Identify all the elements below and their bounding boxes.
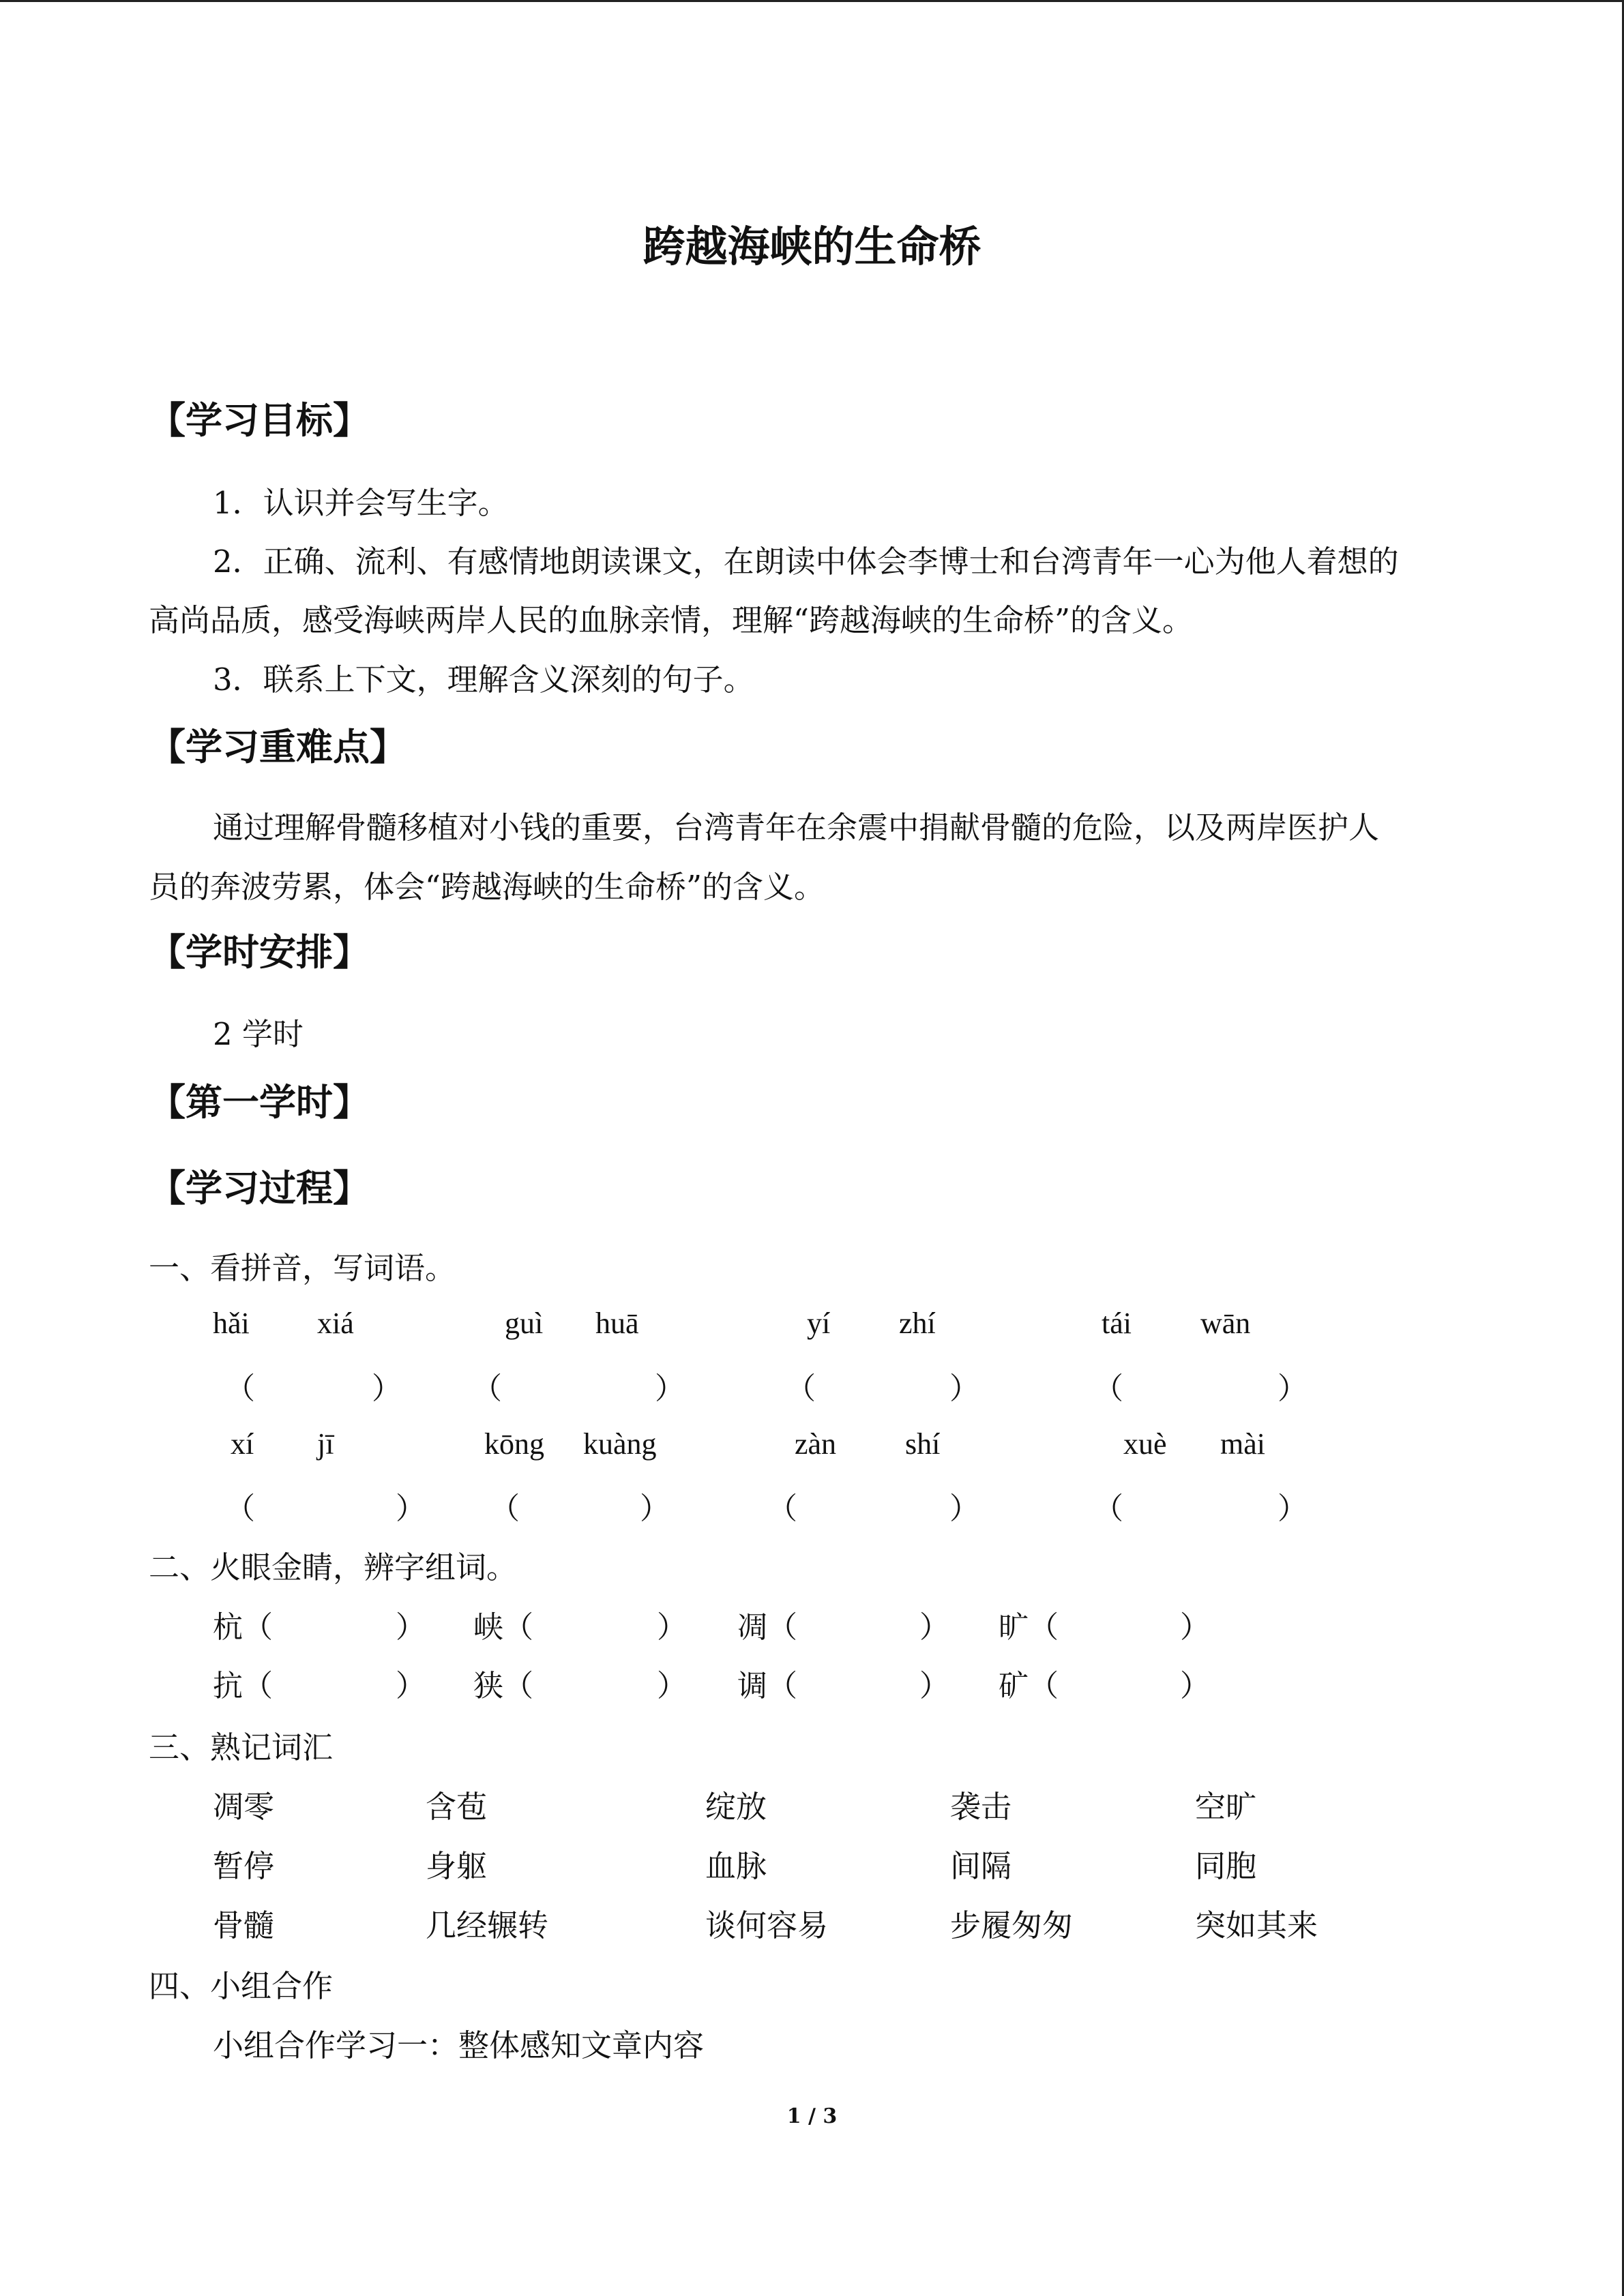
- vocab-word: 突如其来: [1195, 1907, 1318, 1943]
- schedule-text: 2 学时: [213, 1016, 304, 1052]
- section-4-title: 四、小组合作: [149, 1968, 334, 2004]
- pinyin-xia: xiá: [317, 1307, 354, 1340]
- vocab-word: 身躯: [426, 1848, 488, 1884]
- vocab-word: 暂停: [213, 1848, 275, 1884]
- page-number: 1 / 3: [786, 2104, 838, 2128]
- answer-blank-close[interactable]: ）: [640, 1492, 670, 1525]
- heading-key-points: 【学习重难点】: [149, 725, 407, 769]
- answer-blank-open[interactable]: （: [1093, 1372, 1123, 1405]
- section-2-title: 二、火眼金睛，辨字组词。: [149, 1549, 518, 1585]
- goal-item-1: 1．认识并会写生字。: [213, 485, 509, 521]
- section-1-title: 一、看拼音，写词语。: [149, 1250, 456, 1286]
- char-kang: 抗（: [213, 1669, 273, 1703]
- goal-item-2-line-2: 高尚品质，感受海峡两岸人民的血脉亲情，理解“跨越海峡的生命桥”的含义。: [149, 602, 1194, 638]
- vocab-word: 同胞: [1195, 1848, 1257, 1884]
- vocab-word: 步履匆匆: [950, 1907, 1074, 1943]
- heading-learning-goals: 【学习目标】: [149, 398, 370, 442]
- char-kuang-mine-close: ）: [1180, 1669, 1210, 1703]
- pinyin-xue: xuè: [1123, 1427, 1167, 1461]
- vocab-word: 血脉: [705, 1848, 767, 1884]
- char-diao-close: ）: [919, 1610, 949, 1645]
- char-xia-narrow-close: ）: [657, 1669, 687, 1703]
- char-xia-narrow: 狭（: [473, 1669, 533, 1703]
- pinyin-hai: hǎi: [213, 1307, 250, 1340]
- heading-first-period: 【第一学时】: [149, 1080, 370, 1124]
- char-kuang-close: ）: [1180, 1610, 1210, 1645]
- answer-blank-close[interactable]: ）: [1278, 1492, 1308, 1525]
- pinyin-hua: huā: [595, 1307, 639, 1340]
- vocab-word: 含苞: [426, 1789, 488, 1825]
- pinyin-tai: tái: [1102, 1307, 1132, 1340]
- answer-blank-open[interactable]: （: [786, 1372, 816, 1405]
- vocab-word: 凋零: [213, 1789, 275, 1825]
- answer-blank-open[interactable]: （: [472, 1372, 502, 1405]
- vocab-word: 空旷: [1195, 1789, 1257, 1825]
- pinyin-mai: mài: [1220, 1427, 1265, 1461]
- answer-blank-close[interactable]: ）: [655, 1372, 685, 1405]
- pinyin-zan: zàn: [795, 1427, 837, 1461]
- goal-item-2-line-1: 2．正确、流利、有感情地朗读课文，在朗读中体会李博士和台湾青年一心为他人着想的: [213, 543, 1399, 580]
- char-xia-gorge-close: ）: [657, 1610, 687, 1645]
- char-tiao: 调（: [737, 1669, 797, 1703]
- char-tiao-close: ）: [919, 1669, 949, 1703]
- vocab-word: 几经辗转: [426, 1907, 549, 1943]
- goal-item-3: 3．联系上下文，理解含义深刻的句子。: [213, 661, 754, 698]
- char-xia-gorge: 峡（: [473, 1610, 533, 1645]
- vocab-word: 谈何容易: [705, 1907, 829, 1943]
- pinyin-wan: wān: [1200, 1307, 1251, 1340]
- pinyin-ji: jī: [317, 1427, 334, 1461]
- answer-blank-close[interactable]: ）: [949, 1492, 979, 1525]
- char-hang: 杭（: [213, 1610, 273, 1645]
- pinyin-gui: guì: [505, 1307, 544, 1340]
- vocab-word: 骨髓: [213, 1907, 275, 1943]
- key-points-line-2: 员的奔波劳累，体会“跨越海峡的生命桥”的含义。: [149, 869, 825, 905]
- char-diao: 凋（: [737, 1610, 797, 1645]
- answer-blank-open[interactable]: （: [490, 1492, 520, 1525]
- answer-blank-close[interactable]: ）: [396, 1492, 426, 1525]
- page-top-border: [0, 0, 1624, 2]
- char-hang-close: ）: [396, 1610, 426, 1645]
- heading-schedule: 【学时安排】: [149, 930, 370, 974]
- char-kuang: 旷（: [999, 1610, 1059, 1645]
- pinyin-xi: xí: [231, 1427, 254, 1461]
- heading-learning-process: 【学习过程】: [149, 1166, 370, 1210]
- vocab-word: 绽放: [705, 1789, 767, 1825]
- answer-blank-open[interactable]: （: [225, 1492, 255, 1525]
- answer-blank-open[interactable]: （: [225, 1372, 255, 1405]
- pinyin-yi: yí: [807, 1307, 831, 1340]
- answer-blank-close[interactable]: ）: [372, 1372, 402, 1405]
- vocab-word: 袭击: [950, 1789, 1012, 1825]
- pinyin-kuang: kuàng: [583, 1427, 657, 1461]
- document-title: 跨越海峡的生命桥: [643, 222, 981, 271]
- vocab-word: 间隔: [950, 1848, 1012, 1884]
- answer-blank-close[interactable]: ）: [1278, 1372, 1308, 1405]
- char-kang-close: ）: [396, 1669, 426, 1703]
- group-task-1: 小组合作学习一：整体感知文章内容: [213, 2027, 705, 2063]
- char-kuang-mine: 矿（: [999, 1669, 1059, 1703]
- key-points-line-1: 通过理解骨髓移植对小钱的重要，台湾青年在余震中捐献骨髓的危险，以及两岸医护人: [213, 809, 1380, 846]
- pinyin-shi: shí: [905, 1427, 941, 1461]
- answer-blank-open[interactable]: （: [1093, 1492, 1123, 1525]
- answer-blank-close[interactable]: ）: [949, 1372, 979, 1405]
- section-3-title: 三、熟记词汇: [149, 1729, 334, 1765]
- answer-blank-open[interactable]: （: [767, 1492, 797, 1525]
- pinyin-kong: kōng: [484, 1427, 544, 1461]
- pinyin-zhi: zhí: [899, 1307, 936, 1340]
